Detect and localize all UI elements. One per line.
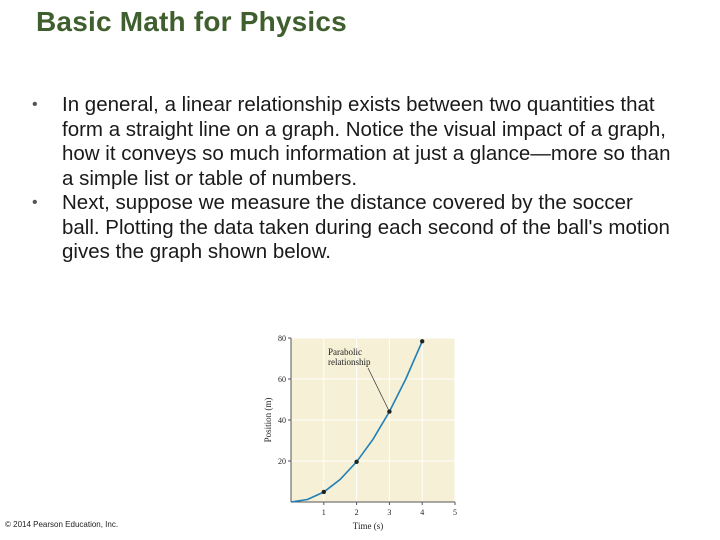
data-point xyxy=(322,490,326,494)
bullet-item xyxy=(32,93,672,191)
y-axis-label: Position (m) xyxy=(263,397,273,443)
y-tick-label: 40 xyxy=(278,416,286,425)
y-ticks xyxy=(278,334,291,466)
data-point xyxy=(354,460,358,464)
data-point xyxy=(420,339,424,343)
x-axis-label: Time (s) xyxy=(352,521,384,531)
bullet-marker: • xyxy=(32,96,38,113)
bullet-text: In general, a linear relationship exists between two quantities that form a straight line on a graph. Notice the visual impact of a graph, how it conveys so much information at just a glance—more so than a simple list or table of numbers. xyxy=(62,93,671,190)
x-tick-label: 1 xyxy=(321,508,326,517)
slide-title: Basic Math for Physics xyxy=(36,6,347,37)
x-tick-label: 2 xyxy=(354,508,359,517)
y-tick-label: 20 xyxy=(278,457,286,466)
bullet-text: Next, suppose we measure the distance covered by the soccer ball. Plotting the data taken during each second of the ball's motion gives the graph shown below. xyxy=(62,191,670,263)
data-point xyxy=(387,409,391,413)
bullet-marker: • xyxy=(32,194,38,211)
annotation-line-2: relationship xyxy=(328,357,371,367)
x-ticks xyxy=(322,502,457,517)
copyright-notice: © 2014 Pearson Education, Inc. xyxy=(5,520,119,529)
x-tick-label: 3 xyxy=(387,508,392,517)
y-tick-label: 80 xyxy=(278,334,286,343)
bullet-list xyxy=(32,93,672,265)
y-tick-label: 60 xyxy=(278,375,286,384)
x-tick-label: 4 xyxy=(420,508,425,517)
position-time-chart xyxy=(255,330,465,535)
x-tick-label: 5 xyxy=(453,508,457,517)
bullet-item xyxy=(32,191,672,265)
annotation-line-1: Parabolic xyxy=(328,347,362,357)
